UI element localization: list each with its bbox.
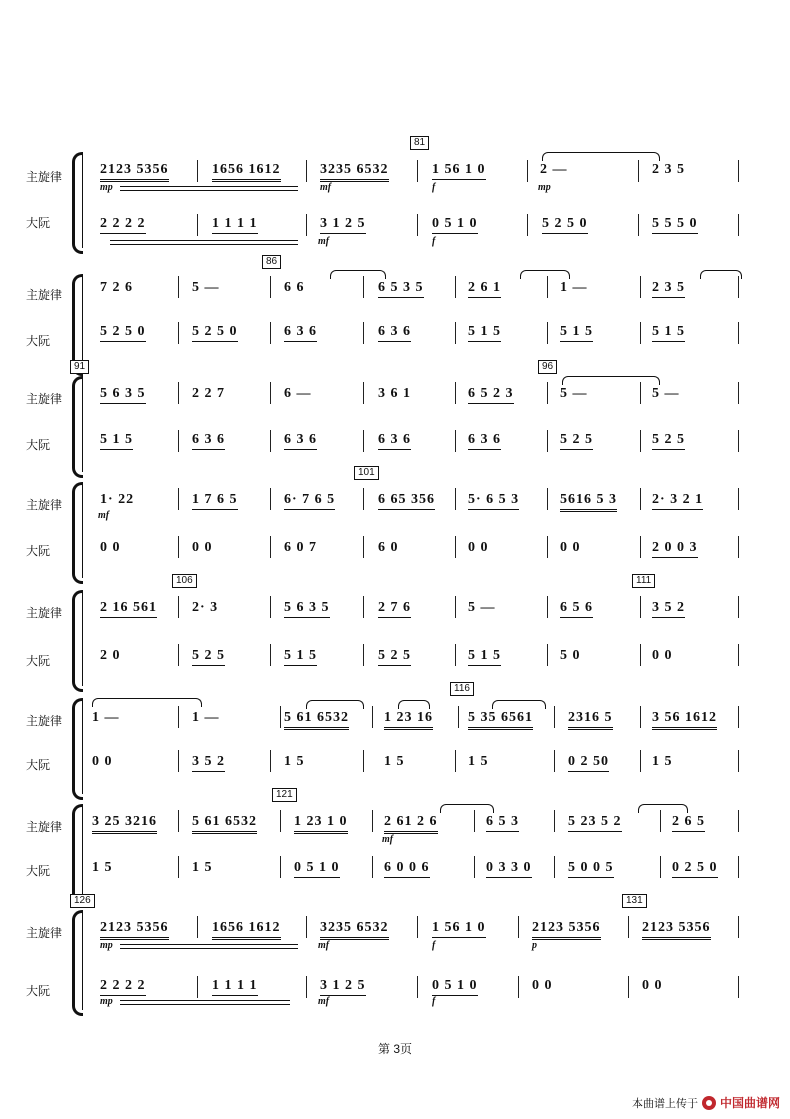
measure-melody: 1 — — [192, 710, 220, 725]
barline — [554, 706, 555, 728]
measure-melody: 6 65 356 — [378, 492, 435, 510]
measure-melody: 3235 6532 — [320, 920, 389, 940]
barline — [738, 430, 739, 452]
barline — [455, 644, 456, 666]
barline — [640, 382, 641, 404]
measure-ruan: 0 0 — [642, 978, 663, 993]
barline — [455, 488, 456, 510]
measure-ruan: 5 1 5 — [468, 324, 501, 342]
measure-ruan: 5 2 5 — [652, 432, 685, 450]
measure-melody: 5 61 6532 — [192, 814, 257, 834]
barline — [178, 382, 179, 404]
rehearsal-mark: 81 — [410, 136, 429, 150]
barline — [178, 856, 179, 878]
measure-melody: 6 5 3 — [486, 814, 519, 832]
barline — [270, 596, 271, 618]
measure-melody: 1656 1612 — [212, 920, 281, 940]
barline — [178, 430, 179, 452]
barline — [738, 856, 739, 878]
barline — [547, 596, 548, 618]
barline — [178, 810, 179, 832]
site-logo-icon — [702, 1096, 716, 1110]
instrument-label-melody: 主旋律 — [26, 392, 63, 406]
measure-ruan: 0 0 — [92, 754, 113, 769]
barline — [738, 644, 739, 666]
rehearsal-mark: 126 — [70, 894, 95, 908]
barline — [178, 706, 179, 728]
measure-ruan: 5 2 5 — [378, 648, 411, 666]
measure-ruan: 0 5 1 0 — [294, 860, 340, 878]
dynamic-mark: mf — [320, 182, 332, 193]
barline — [197, 214, 198, 236]
barline — [547, 382, 548, 404]
barline — [547, 488, 548, 510]
dynamic-mark: mf — [318, 940, 330, 951]
crescendo-lines — [120, 186, 298, 187]
barline — [455, 750, 456, 772]
dynamic-mark: mf — [318, 236, 330, 247]
barline — [270, 536, 271, 558]
tie-slur — [440, 804, 494, 813]
measure-melody: 2 61 2 6 — [384, 814, 438, 834]
rehearsal-mark: 131 — [622, 894, 647, 908]
measure-melody: 5 23 5 2 — [568, 814, 622, 832]
measure-ruan: 5 1 5 — [652, 324, 685, 342]
barline — [640, 322, 641, 344]
system-4 — [0, 466, 790, 584]
measure-ruan: 6 0 7 — [284, 540, 317, 555]
rehearsal-mark: 111 — [632, 574, 655, 588]
instrument-label-melody: 主旋律 — [26, 714, 63, 728]
measure-ruan: 6 0 — [378, 540, 399, 555]
measure-melody: 1656 1612 — [212, 162, 281, 182]
measure-ruan: 0 0 — [100, 540, 121, 555]
barline — [372, 706, 373, 728]
barline — [738, 976, 739, 998]
tie-slur — [492, 700, 546, 709]
dynamic-mark: mp — [100, 182, 113, 193]
dynamic-mark: mp — [538, 182, 551, 193]
measure-melody: 6· 7 6 5 — [284, 492, 335, 510]
barline — [363, 644, 364, 666]
barline — [738, 916, 739, 938]
measure-melody: 5 — — [560, 386, 588, 401]
barline — [363, 430, 364, 452]
measure-ruan: 6 3 6 — [378, 432, 411, 450]
rehearsal-mark: 96 — [538, 360, 557, 374]
measure-melody: 2 7 6 — [378, 600, 411, 618]
instrument-label-melody: 主旋律 — [26, 606, 63, 620]
barline — [178, 322, 179, 344]
system-7 — [0, 786, 790, 904]
dynamic-mark: mp — [100, 996, 113, 1007]
measure-melody: 5 — — [652, 386, 680, 401]
tie-slur — [330, 270, 386, 279]
measure-ruan: 1 5 — [92, 860, 113, 875]
watermark — [632, 1094, 780, 1111]
measure-ruan: 6 3 6 — [284, 432, 317, 450]
system-8 — [0, 892, 790, 1010]
instrument-label-ruan: 大阮 — [26, 984, 51, 998]
barline — [660, 856, 661, 878]
measure-melody: 2· 3 — [192, 600, 219, 615]
dynamic-mark: f — [432, 940, 436, 951]
barline — [628, 976, 629, 998]
barline — [474, 856, 475, 878]
barline — [738, 810, 739, 832]
measure-ruan: 5 1 5 — [468, 648, 501, 666]
barline — [547, 430, 548, 452]
barline — [527, 214, 528, 236]
system-line — [82, 698, 83, 794]
barline — [197, 160, 198, 182]
barline — [458, 706, 459, 728]
instrument-label-ruan: 大阮 — [26, 864, 51, 878]
measure-ruan: 5 2 5 — [192, 648, 225, 666]
measure-ruan: 5 1 5 — [560, 324, 593, 342]
barline — [738, 214, 739, 236]
barline — [638, 160, 639, 182]
site-name: 中国曲谱网 — [719, 1096, 780, 1110]
measure-ruan: 5 0 0 5 — [568, 860, 614, 878]
system-3 — [0, 360, 790, 478]
dynamic-mark: mf — [98, 510, 110, 521]
instrument-label-ruan: 大阮 — [26, 216, 51, 230]
measure-ruan: 5 1 5 — [284, 648, 317, 666]
barline — [280, 856, 281, 878]
system-line — [82, 590, 83, 686]
measure-melody: 1 56 1 0 — [432, 162, 486, 180]
system-line — [82, 482, 83, 578]
barline — [197, 976, 198, 998]
measure-ruan: 0 5 1 0 — [432, 216, 478, 234]
measure-melody: 3 25 3216 — [92, 814, 157, 834]
barline — [178, 750, 179, 772]
barline — [306, 976, 307, 998]
barline — [640, 488, 641, 510]
barline — [640, 536, 641, 558]
instrument-label-melody: 主旋律 — [26, 820, 63, 834]
barline — [640, 644, 641, 666]
dynamic-mark: f — [432, 182, 436, 193]
measure-melody: 3 56 1612 — [652, 710, 717, 730]
barline — [527, 160, 528, 182]
measure-ruan: 1 5 — [192, 860, 213, 875]
measure-ruan: 1 1 1 1 — [212, 216, 258, 234]
tie-slur — [542, 152, 660, 161]
barline — [178, 536, 179, 558]
instrument-label-ruan: 大阮 — [26, 544, 51, 558]
rehearsal-mark: 101 — [354, 466, 379, 480]
measure-ruan: 2 0 0 3 — [652, 540, 698, 558]
measure-melody: 1 7 6 5 — [192, 492, 238, 510]
instrument-label-melody: 主旋律 — [26, 170, 63, 184]
measure-melody: 3 6 1 — [378, 386, 411, 401]
measure-ruan: 0 0 — [468, 540, 489, 555]
instrument-label-melody: 主旋律 — [26, 926, 63, 940]
barline — [363, 488, 364, 510]
measure-melody: 7 2 6 — [100, 280, 133, 295]
dynamic-mark: mp — [100, 940, 113, 951]
barline — [270, 750, 271, 772]
barline — [280, 810, 281, 832]
barline — [518, 916, 519, 938]
measure-ruan: 0 5 1 0 — [432, 978, 478, 996]
barline — [738, 160, 739, 182]
measure-melody: 2 3 5 — [652, 162, 685, 177]
barline — [417, 976, 418, 998]
instrument-label-ruan: 大阮 — [26, 654, 51, 668]
barline — [363, 276, 364, 298]
measure-melody: 6 5 3 5 — [378, 280, 424, 298]
barline — [363, 750, 364, 772]
measure-ruan: 5 2 5 — [560, 432, 593, 450]
crescendo-lines — [120, 1000, 290, 1001]
dynamic-mark: p — [532, 940, 537, 951]
measure-melody: 2 2 7 — [192, 386, 225, 401]
measure-melody: 1 23 16 — [384, 710, 433, 730]
system-1 — [0, 137, 790, 258]
barline — [455, 430, 456, 452]
system-line — [82, 804, 83, 900]
system-5 — [0, 572, 790, 690]
measure-melody: 2316 5 — [568, 710, 613, 730]
measure-melody: 6 — — [284, 386, 312, 401]
measure-melody: 6 6 — [284, 280, 305, 295]
measure-melody: 5 — — [468, 600, 496, 615]
measure-ruan: 0 0 — [560, 540, 581, 555]
barline — [554, 810, 555, 832]
barline — [270, 276, 271, 298]
measure-ruan: 5 2 5 0 — [192, 324, 238, 342]
measure-melody: 5 61 6532 — [284, 710, 349, 730]
tie-slur — [306, 700, 364, 709]
barline — [638, 214, 639, 236]
measure-ruan: 1 5 — [284, 754, 305, 769]
rehearsal-mark: 91 — [70, 360, 89, 374]
measure-ruan: 1 1 1 1 — [212, 978, 258, 996]
dynamic-mark: f — [432, 996, 436, 1007]
measure-ruan: 0 2 50 — [568, 754, 609, 772]
measure-ruan: 3 1 2 5 — [320, 978, 366, 996]
barline — [474, 810, 475, 832]
barline — [640, 706, 641, 728]
measure-ruan: 6 3 6 — [284, 324, 317, 342]
measure-melody: 2123 5356 — [100, 920, 169, 940]
barline — [363, 596, 364, 618]
measure-melody: 2 3 5 — [652, 280, 685, 298]
system-6 — [0, 682, 790, 800]
measure-ruan: 6 3 6 — [468, 432, 501, 450]
barline — [306, 916, 307, 938]
rehearsal-mark: 121 — [272, 788, 297, 802]
measure-melody: 6 5 6 — [560, 600, 593, 618]
barline — [455, 276, 456, 298]
barline — [547, 276, 548, 298]
measure-ruan: 6 3 6 — [192, 432, 225, 450]
measure-melody: 5 — — [192, 280, 220, 295]
barline — [547, 322, 548, 344]
measure-ruan: 5 0 — [560, 648, 581, 663]
barline — [455, 596, 456, 618]
barline — [640, 750, 641, 772]
tie-slur — [562, 376, 660, 385]
system-line — [82, 910, 83, 1010]
barline — [660, 810, 661, 832]
measure-melody: 5 35 6561 — [468, 710, 533, 730]
barline — [640, 276, 641, 298]
barline — [178, 488, 179, 510]
tie-slur — [700, 270, 742, 279]
dynamic-mark: mf — [318, 996, 330, 1007]
measure-ruan: 1 5 — [652, 754, 673, 769]
measure-melody: 1 — — [92, 710, 120, 725]
instrument-label-melody: 主旋律 — [26, 288, 63, 302]
measure-melody: 1 — — [560, 280, 588, 295]
measure-ruan: 0 0 — [192, 540, 213, 555]
barline — [518, 976, 519, 998]
upload-label: 本曲谱上传于 — [631, 1097, 698, 1110]
measure-melody: 2 — — [540, 162, 568, 177]
tie-slur — [398, 700, 430, 709]
measure-ruan: 2 0 — [100, 648, 121, 663]
measure-ruan: 3 1 2 5 — [320, 216, 366, 234]
barline — [178, 596, 179, 618]
barline — [306, 160, 307, 182]
system-line — [82, 152, 83, 248]
barline — [270, 644, 271, 666]
barline — [738, 322, 739, 344]
measure-ruan: 0 3 3 0 — [486, 860, 532, 878]
barline — [270, 382, 271, 404]
instrument-label-ruan: 大阮 — [26, 334, 51, 348]
measure-melody: 2 6 5 — [672, 814, 705, 832]
barline — [738, 750, 739, 772]
barline — [738, 706, 739, 728]
measure-ruan: 5 5 5 0 — [652, 216, 698, 234]
system-line — [82, 376, 83, 472]
barline — [640, 430, 641, 452]
instrument-label-ruan: 大阮 — [26, 438, 51, 452]
barline — [363, 382, 364, 404]
barline — [372, 856, 373, 878]
measure-ruan: 6 0 0 6 — [384, 860, 430, 878]
measure-melody: 5 6 3 5 — [100, 386, 146, 404]
barline — [547, 644, 548, 666]
rehearsal-mark: 116 — [450, 682, 474, 696]
barline — [197, 916, 198, 938]
measure-melody: 3 5 2 — [652, 600, 685, 618]
measure-melody: 2123 5356 — [642, 920, 711, 940]
barline — [547, 536, 548, 558]
measure-melody: 5616 5 3 — [560, 492, 617, 512]
barline — [417, 916, 418, 938]
barline — [270, 488, 271, 510]
measure-ruan: 0 0 — [652, 648, 673, 663]
barline — [178, 276, 179, 298]
dynamic-mark: mf — [382, 834, 394, 845]
barline — [640, 596, 641, 618]
barline — [372, 810, 373, 832]
measure-ruan: 5 2 5 0 — [542, 216, 588, 234]
barline — [738, 596, 739, 618]
barline — [306, 214, 307, 236]
barline — [178, 644, 179, 666]
measure-melody: 5· 6 5 3 — [468, 492, 519, 510]
barline — [270, 322, 271, 344]
barline — [417, 214, 418, 236]
dynamic-mark: f — [432, 236, 436, 247]
measure-melody: 3235 6532 — [320, 162, 389, 182]
barline — [738, 382, 739, 404]
tie-slur — [92, 698, 202, 707]
measure-ruan: 2 2 2 2 — [100, 216, 146, 234]
page-number: 第 3页 — [377, 1042, 412, 1056]
measure-melody: 5 6 3 5 — [284, 600, 330, 618]
barline — [455, 322, 456, 344]
barline — [455, 382, 456, 404]
crescendo-lines — [110, 240, 298, 241]
measure-melody: 2123 5356 — [532, 920, 601, 940]
measure-melody: 1 56 1 0 — [432, 920, 486, 938]
measure-ruan: 1 5 — [468, 754, 489, 769]
barline — [363, 322, 364, 344]
barline — [738, 276, 739, 298]
barline — [455, 536, 456, 558]
barline — [270, 430, 271, 452]
measure-ruan: 1 5 — [384, 754, 405, 769]
measure-melody: 2· 3 2 1 — [652, 492, 703, 510]
measure-melody: 2 16 561 — [100, 600, 157, 618]
barline — [554, 750, 555, 772]
measure-melody: 2 6 1 — [468, 280, 501, 298]
instrument-label-melody: 主旋律 — [26, 498, 63, 512]
measure-ruan: 0 2 5 0 — [672, 860, 718, 878]
tie-slur — [638, 804, 688, 813]
measure-melody: 1· 22 — [100, 492, 135, 507]
barline — [363, 536, 364, 558]
barline — [280, 706, 281, 728]
measure-ruan: 3 5 2 — [192, 754, 225, 772]
crescendo-lines — [120, 944, 298, 945]
measure-melody: 2123 5356 — [100, 162, 169, 182]
measure-melody: 1 23 1 0 — [294, 814, 348, 834]
system-line — [82, 274, 83, 370]
measure-ruan: 0 0 — [532, 978, 553, 993]
tie-slur — [520, 270, 570, 279]
barline — [628, 916, 629, 938]
barline — [738, 488, 739, 510]
barline — [554, 856, 555, 878]
rehearsal-mark: 86 — [262, 255, 281, 269]
measure-ruan: 5 1 5 — [100, 432, 133, 450]
measure-ruan: 5 2 5 0 — [100, 324, 146, 342]
measure-ruan: 2 2 2 2 — [100, 978, 146, 996]
measure-melody: 6 5 2 3 — [468, 386, 514, 404]
barline — [738, 536, 739, 558]
instrument-label-ruan: 大阮 — [26, 758, 51, 772]
rehearsal-mark: 106 — [172, 574, 197, 588]
barline — [417, 160, 418, 182]
measure-ruan: 6 3 6 — [378, 324, 411, 342]
